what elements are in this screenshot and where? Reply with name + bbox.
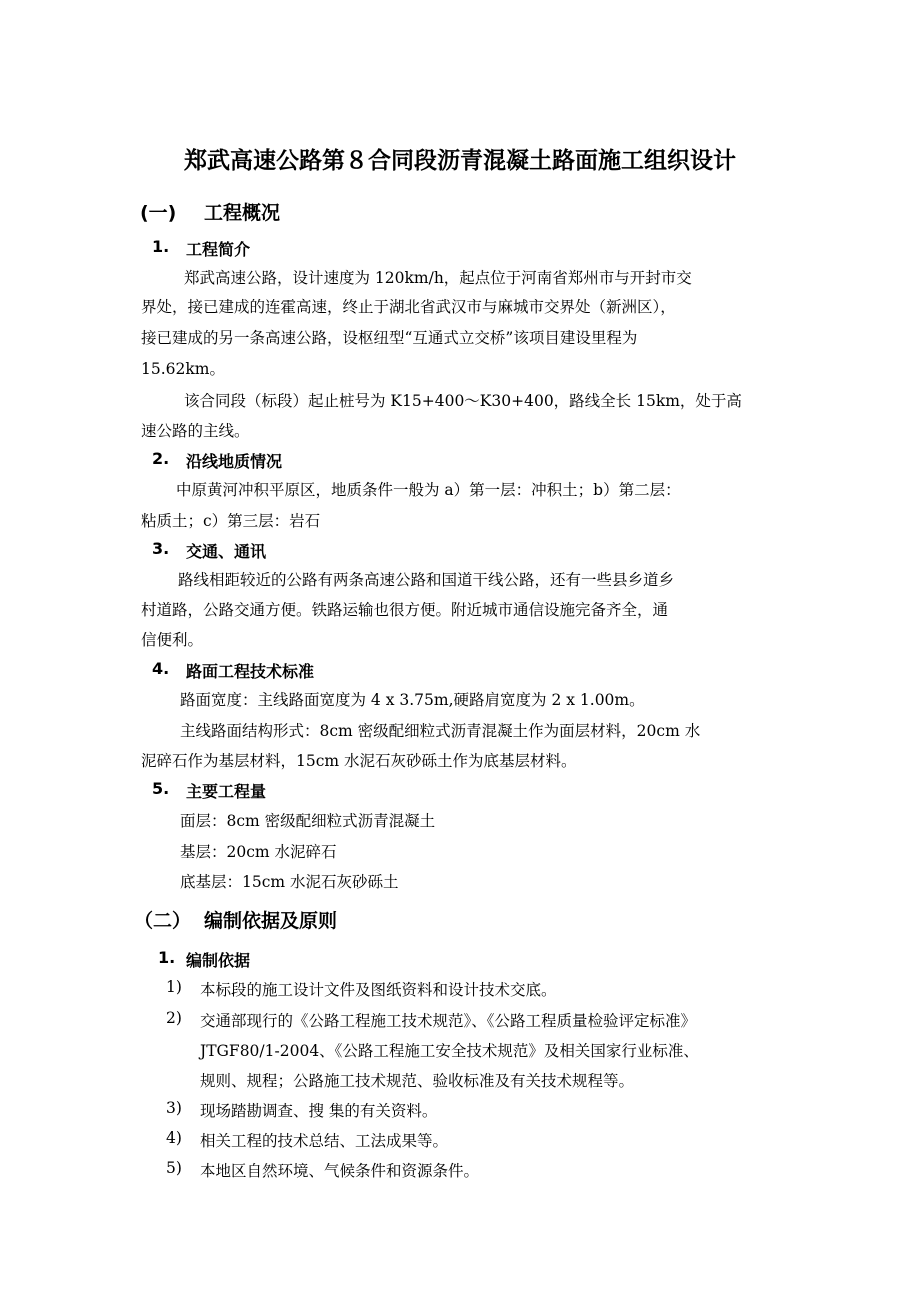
paragraph-line: 界处，接已建成的连霍高速，终止于湖北省武汉市与麻城市交界处（新洲区）， (141, 298, 676, 316)
paragraph-line: 泥碎石作为基层材料，15cm 水泥石灰砂砾土作为底基层材料。 (141, 752, 577, 770)
list-item-number: 5) (166, 1159, 182, 1177)
paragraph-line: 速公路的主线。 (141, 422, 250, 440)
list-item-line: 现场踏勘调查、搜 集的有关资料。 (200, 1102, 438, 1120)
list-item-line: JTGF80/1-2004、《公路工程施工安全技术规范》及相关国家行业标准、 (200, 1042, 699, 1060)
paragraph-line: 该合同段（标段）起止桩号为 K15+400～K30+400，路线全长 15km，处于高 (184, 392, 742, 410)
subsection-1-3-number: 3. (152, 539, 170, 558)
subsection-2-1-heading: 编制依据 (186, 951, 251, 970)
list-item-line: 交通部现行的《公路工程施工技术规范》、《公路工程质量检验评定标准》 (200, 1012, 697, 1030)
section-1-heading: 工程概况 (204, 202, 281, 224)
subsection-1-5-heading: 主要工程量 (186, 782, 267, 801)
list-item-line: 本标段的施工设计文件及图纸资料和设计技术交底。 (200, 981, 557, 999)
paragraph-line: 基层：20cm 水泥碎石 (180, 843, 337, 861)
paragraph-line: 路面宽度：主线路面宽度为 4 x 3.75m,硬路肩宽度为 2 x 1.00m。 (180, 691, 645, 709)
subsection-1-1-heading: 工程简介 (186, 240, 251, 259)
paragraph-line: 底基层：15cm 水泥石灰砂砾土 (180, 873, 399, 891)
list-item-number: 1) (166, 978, 182, 996)
list-item-number: 2) (166, 1009, 182, 1027)
subsection-1-3-heading: 交通、通讯 (186, 542, 267, 561)
paragraph-line: 郑武高速公路，设计速度为 120km/h，起点位于河南省郑州市与开封市交 (184, 269, 692, 287)
subsection-1-4-number: 4. (152, 659, 170, 678)
paragraph-line: 面层：8cm 密级配细粒式沥青混凝土 (180, 812, 436, 830)
paragraph-line: 粘质土；c）第三层：岩石 (141, 512, 321, 530)
paragraph-line: 信便利。 (141, 631, 204, 649)
subsection-1-1-number: 1. (152, 237, 170, 256)
list-item-line: 规则、规程；公路施工技术规范、验收标准及有关技术规程等。 (200, 1072, 635, 1090)
page-title: 郑武高速公路第８合同段沥青混凝土路面施工组织设计 (184, 148, 736, 174)
paragraph-line: 接已建成的另一条高速公路，设枢纽型“互通式立交桥”该项目建设里程为 (141, 329, 638, 347)
list-item-line: 相关工程的技术总结、工法成果等。 (200, 1132, 449, 1150)
subsection-1-5-number: 5. (152, 779, 170, 798)
section-2-heading: 编制依据及原则 (204, 910, 338, 932)
paragraph-line: 15.62km。 (141, 360, 225, 378)
list-item-number: 3) (166, 1099, 182, 1117)
list-item-number: 4) (166, 1129, 182, 1147)
subsection-1-2-number: 2. (152, 449, 170, 468)
paragraph-line: 村道路，公路交通方便。铁路运输也很方便。附近城市通信设施完备齐全，通 (141, 601, 669, 619)
subsection-1-2-heading: 沿线地质情况 (186, 452, 283, 471)
paragraph-line: 路线相距较近的公路有两条高速公路和国道干线公路，还有一些县乡道乡 (178, 571, 675, 589)
section-1-number: (一) (140, 202, 177, 224)
section-2-number: （二） (134, 910, 192, 932)
paragraph-line: 中原黄河冲积平原区，地质条件一般为 a）第一层：冲积土；b）第二层： (176, 481, 681, 499)
list-item-line: 本地区自然环境、气候条件和资源条件。 (200, 1162, 480, 1180)
subsection-2-1-number: 1. (158, 948, 176, 967)
subsection-1-4-heading: 路面工程技术标准 (186, 662, 315, 681)
paragraph-line: 主线路面结构形式：8cm 密级配细粒式沥青混凝土作为面层材料，20cm 水 (180, 722, 701, 740)
